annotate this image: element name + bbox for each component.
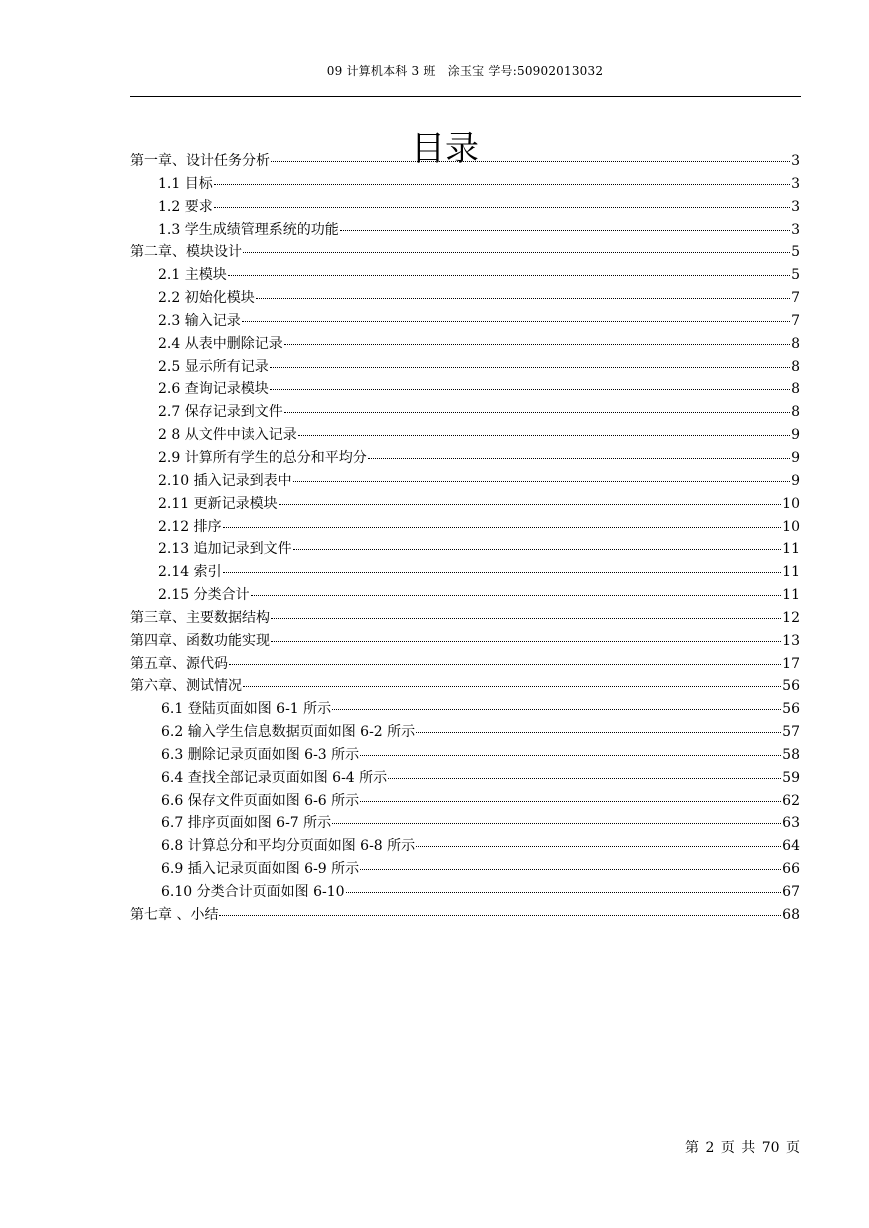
toc-entry[interactable] [130,721,800,744]
toc-entry[interactable] [130,790,800,813]
toc-entry-page: 17 [782,655,800,672]
toc-entry-page: 3 [791,175,800,192]
toc-entry-page: 62 [782,792,800,809]
toc-entry-label: 2.10 插入记录到表中 [158,472,292,489]
toc-entry[interactable] [130,881,800,904]
toc-entry[interactable] [130,812,800,835]
toc-entry-label: 6.6 保存文件页面如图 6-6 所示 [161,792,360,809]
toc-entry-label: 2.9 计算所有学生的总分和平均分 [158,449,367,466]
toc-leader-dots [293,481,790,482]
toc-entry-page: 8 [791,404,800,421]
toc-entry[interactable] [130,584,800,607]
toc-entry-page: 58 [782,746,800,763]
toc-entry-page: 56 [782,678,800,695]
toc-entry[interactable] [130,264,800,287]
page-footer: 第 2 页 共 70 页 [685,1140,800,1156]
toc-leader-dots [340,230,790,231]
toc-entry[interactable] [130,516,800,539]
toc-entry-label: 1.2 要求 [158,198,213,215]
toc-entry[interactable] [130,561,800,584]
toc-entry-label: 6.10 分类合计页面如图 6-10 [161,884,345,900]
toc-entry-label: 6.9 插入记录页面如图 6-9 所示 [161,861,360,878]
toc-entry-label: 2.12 排序 [158,518,222,535]
toc-entry-page: 57 [782,724,800,741]
toc-leader-dots [360,755,781,756]
toc-entry-label: 6.3 删除记录页面如图 6-3 所示 [161,746,360,763]
toc-entry[interactable] [130,424,800,447]
toc-entry-label: 第三章、主要数据结构 [130,609,270,626]
toc-entry-page: 3 [791,153,800,169]
toc-leader-dots [332,823,781,824]
toc-entry-label: 6.8 计算总分和平均分页面如图 6-8 所示 [161,838,416,855]
toc-entry-page: 3 [791,221,800,238]
toc-entry-page: 63 [782,815,800,832]
toc-leader-dots [388,778,781,779]
toc-entry-page: 3 [791,198,800,215]
header-rule [130,96,801,97]
toc-entry-page: 11 [782,587,800,604]
toc-leader-dots [346,892,782,893]
toc-entry[interactable] [130,378,800,401]
toc-entry[interactable] [130,470,800,493]
toc-leader-dots [279,504,782,505]
toc-entry-label: 2.7 保存记录到文件 [158,404,283,421]
toc-entry-label: 6.1 登陆页面如图 6-1 所示 [161,701,332,718]
page-header: 09 计算机本科 3 班 涂玉宝 学号:50902013032 [326,64,604,78]
toc-entry[interactable] [130,904,800,927]
toc-entry[interactable] [130,241,800,264]
toc-leader-dots [293,549,782,550]
toc-entry[interactable] [130,173,800,196]
toc-entry-page: 9 [791,427,800,444]
toc-leader-dots [251,595,782,596]
toc-entry-page: 7 [791,290,800,307]
toc-entry-page: 67 [782,884,800,900]
toc-entry-page: 8 [791,381,800,398]
toc-leader-dots [416,846,781,847]
toc-entry[interactable] [130,196,800,219]
toc-entry[interactable] [130,767,800,790]
toc-entry[interactable] [130,607,800,630]
toc-leader-dots [243,252,790,253]
toc-entry-page: 13 [782,632,800,649]
toc-entry-label: 2.1 主模块 [158,267,227,284]
toc-entry-page: 5 [791,267,800,284]
toc-entry-label: 1.1 目标 [158,175,213,192]
toc-entry[interactable] [130,538,800,561]
toc-entry-label: 2.5 显示所有记录 [158,358,269,375]
toc-leader-dots [368,458,790,459]
toc-entry-label: 2.11 更新记录模块 [158,495,278,512]
toc-entry[interactable] [130,835,800,858]
toc-leader-dots [271,161,790,162]
toc-entry[interactable] [130,333,800,356]
toc-leader-dots [271,641,781,642]
toc-entry[interactable] [130,630,800,653]
toc-entry-label: 1.3 学生成绩管理系统的功能 [158,221,339,238]
toc-leader-dots [284,412,790,413]
toc-entry-label: 2.14 索引 [158,564,222,581]
toc-entry-page: 66 [782,861,800,878]
toc-leader-dots [270,367,790,368]
toc-entry[interactable] [130,401,800,424]
toc-entry[interactable] [130,310,800,333]
toc-leader-dots [271,618,781,619]
toc-entry-label: 2.2 初始化模块 [158,290,255,307]
toc-entry-page: 7 [791,312,800,329]
toc-leader-dots [243,686,781,687]
toc-entry[interactable] [130,858,800,881]
toc-entry-page: 59 [782,769,800,786]
toc-entry[interactable] [130,698,800,721]
toc-entry[interactable] [130,493,800,516]
toc-entry-label: 2.3 输入记录 [158,312,241,329]
toc-leader-dots [223,527,782,528]
toc-leader-dots [298,435,790,436]
toc-entry-label: 6.4 查找全部记录页面如图 6-4 所示 [161,769,388,786]
toc-entry[interactable] [130,675,800,698]
toc-entry-label: 2.13 追加记录到文件 [158,541,292,558]
toc-entry[interactable] [130,150,800,173]
toc-entry-page: 10 [782,495,800,512]
toc-entry-page: 56 [782,701,800,718]
toc-entry-page: 68 [782,906,800,923]
toc-entry-page: 8 [791,335,800,352]
toc-entry-page: 12 [782,609,800,626]
toc-leader-dots [360,869,781,870]
toc-entry[interactable] [130,219,800,242]
toc-entry-label: 第六章、测试情况 [130,678,242,695]
toc-entry[interactable] [130,744,800,767]
toc-entry-label: 2.4 从表中删除记录 [158,335,283,352]
toc-entry-page: 11 [782,541,800,558]
page-title: 目录 [411,128,479,169]
toc-entry[interactable] [130,356,800,379]
toc-entry-page: 9 [791,472,800,489]
toc-entry-page: 5 [791,244,800,261]
toc-leader-dots [270,389,790,390]
toc-entry-page: 64 [782,838,800,855]
toc-entry-page: 9 [791,449,800,466]
toc-leader-dots [228,275,790,276]
toc-entry[interactable] [130,287,800,310]
toc-entry-label: 6.7 排序页面如图 6-7 所示 [161,815,332,832]
toc-entry-label: 第五章、源代码 [130,655,228,672]
toc-leader-dots [214,184,790,185]
table-of-contents [130,150,800,927]
toc-entry-label: 第一章、设计任务分析 [130,153,270,169]
toc-entry-label: 第四章、函数功能实现 [130,632,270,649]
toc-leader-dots [360,801,781,802]
toc-leader-dots [284,344,790,345]
toc-entry-label: 6.2 输入学生信息数据页面如图 6-2 所示 [161,724,416,741]
toc-leader-dots [229,664,781,665]
toc-entry-page: 8 [791,358,800,375]
toc-entry[interactable] [130,447,800,470]
toc-entry[interactable] [130,653,800,676]
toc-leader-dots [256,298,790,299]
toc-entry-page: 10 [782,518,800,535]
toc-entry-label: 2.6 查询记录模块 [158,381,269,398]
toc-leader-dots [242,321,790,322]
toc-entry-label: 第七章 、小结 [130,906,219,923]
toc-entry-label: 2 8 从文件中读入记录 [158,427,297,444]
toc-entry-page: 11 [782,564,800,581]
toc-leader-dots [223,572,782,573]
toc-entry-label: 第二章、模块设计 [130,244,242,261]
toc-leader-dots [332,709,781,710]
toc-leader-dots [214,207,790,208]
toc-entry-label: 2.15 分类合计 [158,587,250,604]
toc-leader-dots [219,915,781,916]
toc-leader-dots [416,732,781,733]
